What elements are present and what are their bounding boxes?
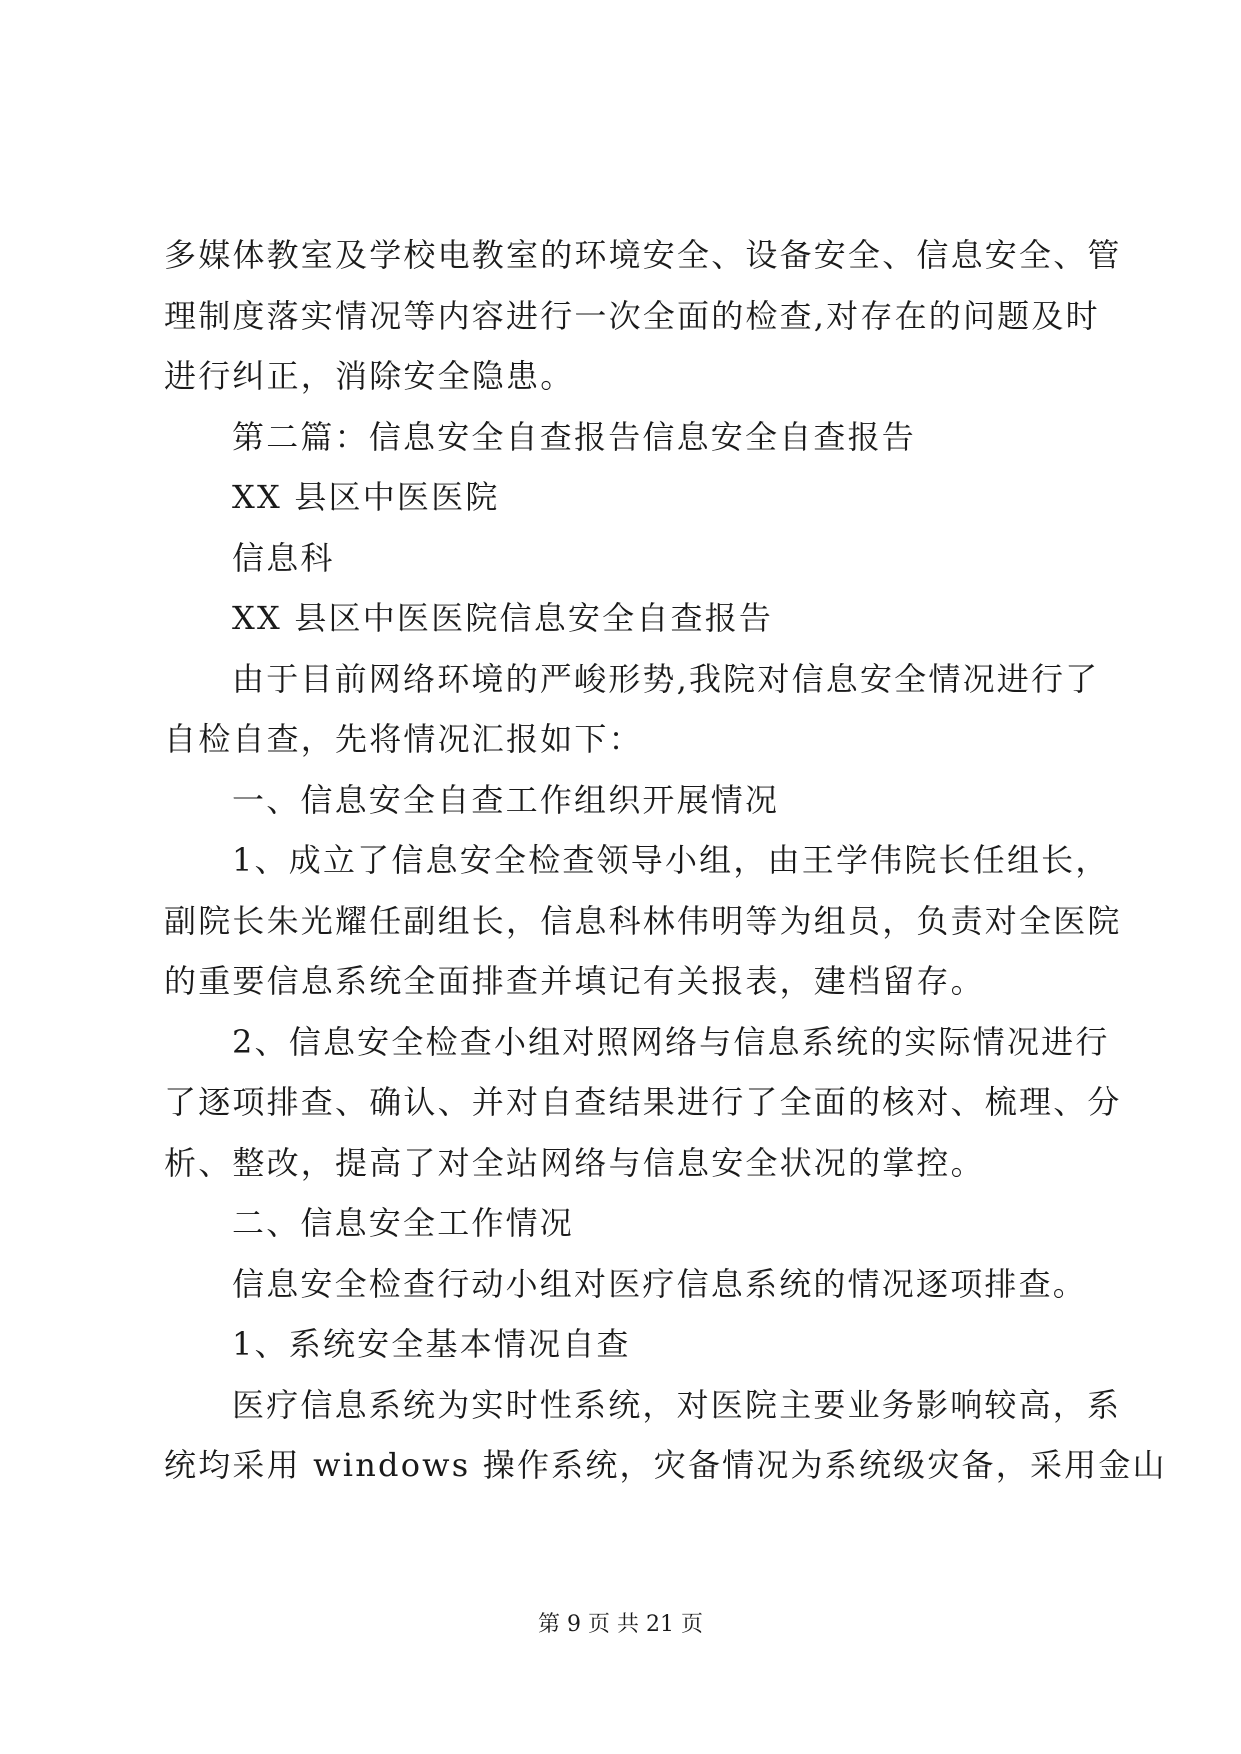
text-line: 1、系统安全基本情况自查 (232, 1325, 631, 1363)
text-line: 由于目前网络环境的严峻形势,我院对信息安全情况进行了 (232, 659, 1100, 698)
text-line: 析、整改，提高了对全站网络与信息安全状况的掌控。 (164, 1143, 985, 1182)
text-line: XX 县区中医医院 (232, 478, 500, 516)
text-line: 信息科 (232, 538, 335, 577)
text-line: 自检自查，先将情况汇报如下： (164, 720, 643, 758)
text-line: 统均采用 windows 操作系统，灾备情况为系统级灾备，采用金山 (164, 1446, 1167, 1484)
text-line: 副院长朱光耀任副组长，信息科林伟明等为组员，负责对全医院 (164, 901, 1122, 940)
text-line: 1、成立了信息安全检查领导小组，由王学伟院长任组长， (232, 841, 1110, 879)
text-line: 2、信息安全检查小组对照网络与信息系统的实际情况进行 (232, 1022, 1110, 1061)
text-line: 理制度落实情况等内容进行一次全面的检查,对存在的问题及时 (164, 296, 1100, 335)
page-footer: 第 9 页 共 21 页 (538, 1612, 703, 1637)
document-body (164, 225, 1167, 1496)
text-line: 二、信息安全工作情况 (232, 1204, 575, 1242)
text-line: XX 县区中医医院信息安全自查报告 (232, 599, 774, 637)
text-line: 的重要信息系统全面排查并填记有关报表，建档留存。 (164, 962, 985, 1000)
text-line: 多媒体教室及学校电教室的环境安全、设备安全、信息安全、管 (164, 236, 1122, 274)
text-line: 了逐项排查、确认、并对自查结果进行了全面的核对、梳理、分 (164, 1083, 1122, 1121)
text-line: 第二篇：信息安全自查报告信息安全自查报告 (232, 417, 917, 456)
text-line: 一、信息安全自查工作组织开展情况 (232, 780, 780, 819)
text-line: 信息安全检查行动小组对医疗信息系统的情况逐项排查。 (232, 1264, 1088, 1303)
text-line: 医疗信息系统为实时性系统，对医院主要业务影响较高，系 (232, 1385, 1122, 1424)
text-line: 进行纠正，消除安全隐患。 (164, 357, 575, 395)
